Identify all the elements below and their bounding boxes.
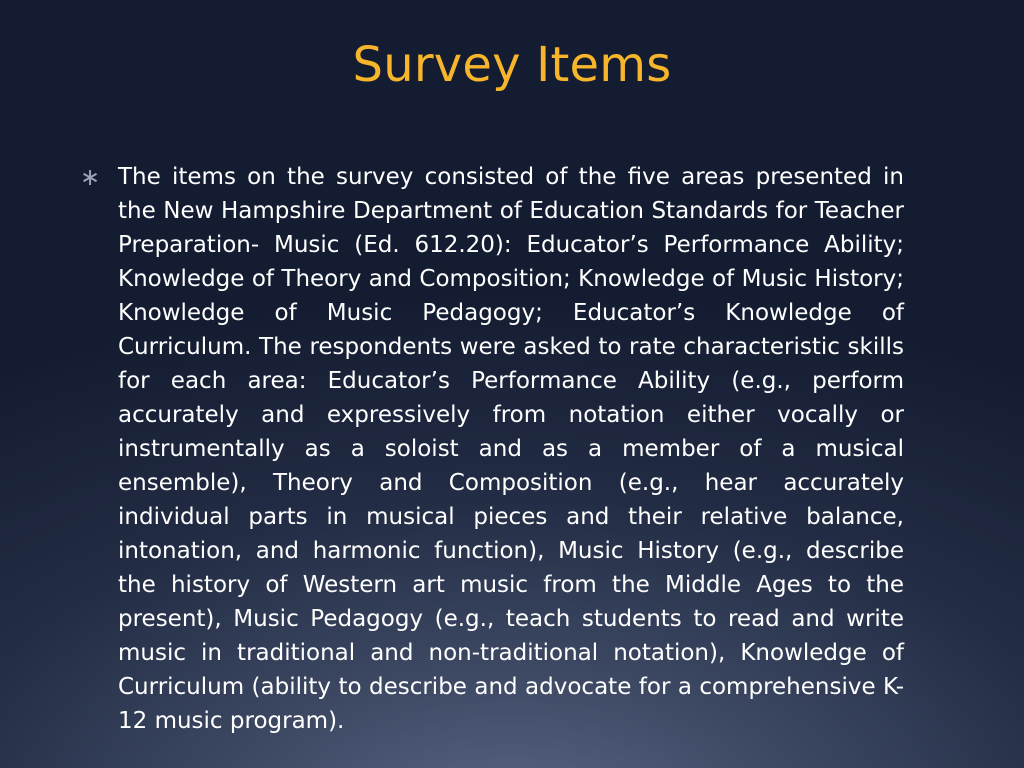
bullet-item — [80, 160, 910, 738]
bullet-text: The items on the survey consisted of the five areas presented in the New Hampshire Department of Education Standards for Teacher Preparation- Music (Ed. 612.20): Educator’s Performance Ability; Knowledge of Theory and Composition; Knowledge of Music History; Knowledge of Music Pedagogy; Educator’s Knowledge of Curriculum. The respondents were asked to rate characteristic skills for each area: Educator’s Performance Ability (e.g., perform accurately and expressively from notation either vocally or instrumentally as a soloist and as a member of a musical ensemble), Theory and Composition (e.g., hear accurately individual parts in musical pieces and their relative balance, intonation, and harmonic function), Music History (e.g., describe the history of Western art music from the Middle Ages to the present), Music Pedagogy (e.g., teach students to read and write music in traditional and non-traditional notation), Knowledge of Curriculum (ability to describe and advocate for a comprehensive K-12 music program). — [118, 164, 904, 734]
asterisk-icon: ∗ — [80, 163, 101, 191]
slide-title: Survey Items — [352, 37, 672, 93]
